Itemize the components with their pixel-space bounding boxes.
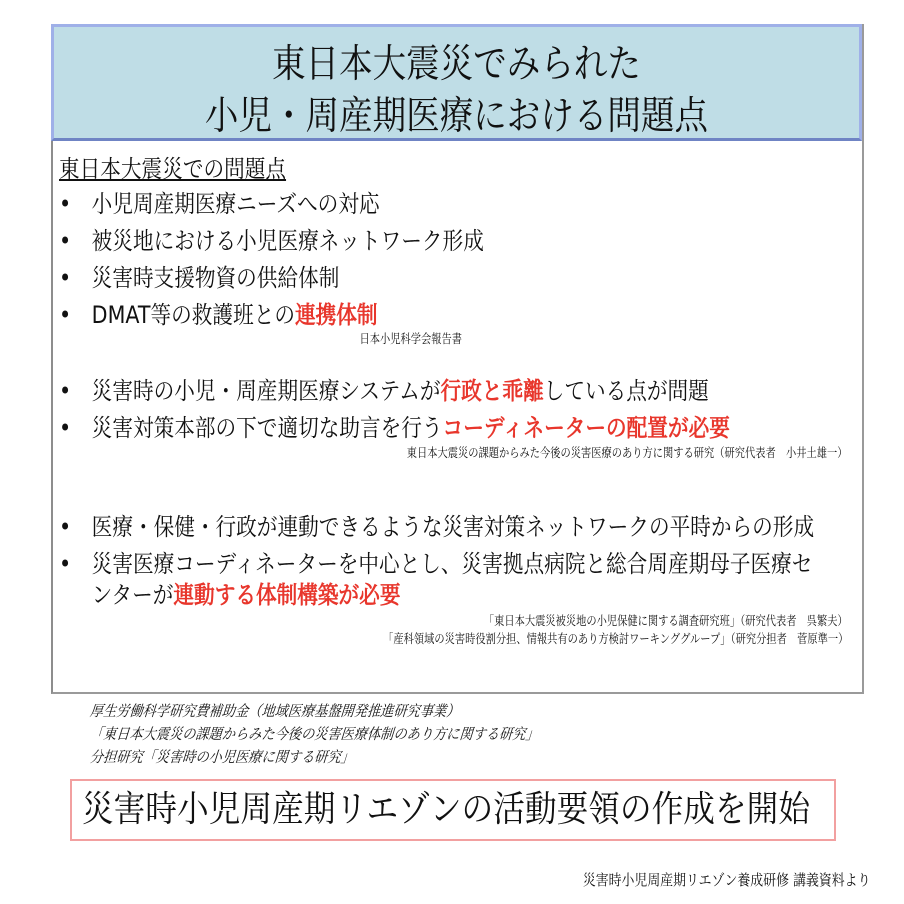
title-line-1: 東日本大震災でみられた [272, 42, 641, 87]
title-band [51, 24, 862, 141]
bullet-item [59, 408, 730, 443]
bullet-item [59, 371, 709, 406]
item-text: 被災地における小児医療ネットワーク形成 [91, 227, 484, 255]
bullet-icon: • [59, 301, 72, 329]
bullet-icon: • [59, 414, 72, 442]
bullet-icon: • [59, 513, 72, 541]
bullet-icon: • [59, 264, 72, 292]
item-text: DMAT等の救護班との [91, 301, 295, 329]
item-highlight: コーディネーターの配置が必要 [442, 414, 730, 442]
title-line-2: 小児・周産期医療における問題点 [204, 94, 709, 139]
item-text: 医療・保健・行政が連動できるような災害対策ネットワークの平時からの形成 [91, 513, 815, 541]
bullet-item-continuation [59, 575, 400, 610]
bullet-icon: • [59, 377, 72, 405]
bullet-item [59, 507, 814, 542]
citation: 東日本大震災の課題からみた今後の災害医療のあり方に関する研究（研究代表者 小井土雄一） [407, 445, 848, 460]
item-highlight: 連携体制 [294, 301, 378, 329]
bullet-icon: • [59, 550, 72, 578]
item-text: 災害対策本部の下で適切な助言を行う [91, 414, 443, 442]
citation: 「産科領域の災害時役割分担、情報共有のあり方検討ワーキンググループ」（研究分担者 菅原準一） [382, 631, 848, 646]
item-text: 災害医療コーディネーターを中心とし、災害拠点病院と総合周産期母子医療セ [91, 550, 813, 578]
funding-line: 「東日本大震災の課題からみた今後の災害医療体制のあり方に関する研究」 [89, 725, 540, 743]
item-text: ンターが [91, 581, 174, 609]
section-heading: 東日本大震災での問題点 [59, 155, 287, 183]
bullet-item [59, 544, 812, 579]
bullet-item [59, 295, 378, 330]
bullet-item [59, 221, 484, 256]
item-text: 小児周産期医療ニーズへの対応 [91, 190, 380, 218]
item-text: 災害時の小児・周産期医療システムが [91, 377, 441, 405]
item-highlight: 連動する体制構築が必要 [173, 581, 401, 609]
citation: 「東日本大震災被災地の小児保健に関する調査研究班」（研究代表者 呉繁夫） [484, 613, 848, 628]
item-text: 災害時支援物資の供給体制 [91, 264, 340, 292]
source-note: 災害時小児周産期リエゾン養成研修 講義資料より [582, 871, 870, 889]
slide-body [51, 141, 862, 693]
funding-line: 分担研究「災害時の小児医療に関する研究」 [89, 748, 355, 766]
bullet-icon: • [59, 227, 72, 255]
bullet-item [59, 258, 339, 293]
conclusion-box [70, 779, 836, 841]
bullet-icon: • [59, 190, 72, 218]
item-highlight: 行政と乖離 [440, 377, 544, 405]
item-text: している点が問題 [543, 377, 709, 405]
bullet-item [59, 184, 380, 219]
conclusion-text: 災害時小児周産期リエゾンの活動要領の作成を開始 [82, 789, 811, 830]
funding-line: 厚生労働科学研究費補助金（地域医療基盤開発推進研究事業） [89, 702, 461, 720]
citation: 日本小児科学会報告書 [359, 331, 462, 346]
